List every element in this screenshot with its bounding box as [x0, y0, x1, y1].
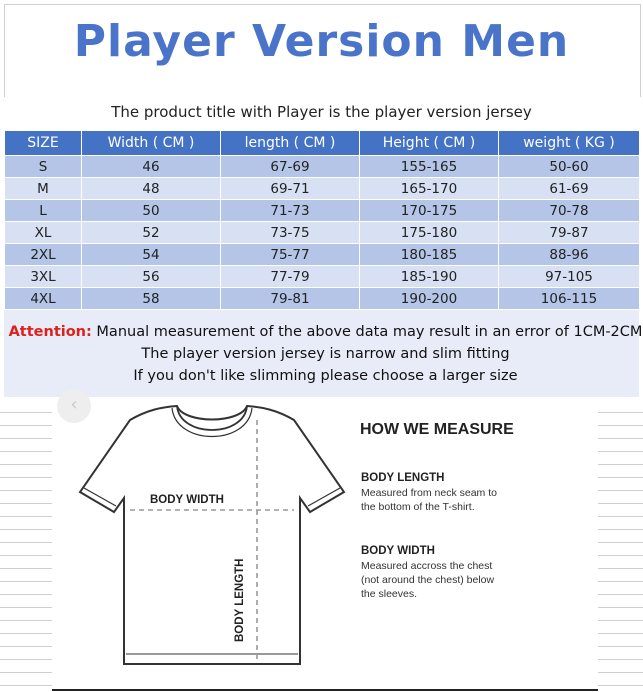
table-row	[5, 244, 640, 266]
length-desc-line: Measured from neck seam to	[361, 487, 497, 499]
cell-length: 73-75	[221, 222, 360, 244]
bottom-divider	[52, 689, 598, 691]
cell-weight: 106-115	[499, 288, 640, 310]
length-desc-line: the bottom of the T-shirt.	[361, 501, 475, 513]
cell-weight: 50-60	[499, 156, 640, 178]
cell-width: 58	[82, 288, 221, 310]
prev-image-button[interactable]	[57, 389, 91, 423]
cell-height: 155-165	[360, 156, 499, 178]
cell-height: 190-200	[360, 288, 499, 310]
attention-notice	[4, 310, 643, 397]
cell-size: L	[5, 200, 82, 222]
length-heading: BODY LENGTH	[361, 472, 445, 484]
cell-length: 67-69	[221, 156, 360, 178]
cell-width: 54	[82, 244, 221, 266]
attention-label: Attention:	[8, 324, 92, 340]
table-row	[5, 200, 640, 222]
cell-length: 69-71	[221, 178, 360, 200]
width-desc-line: Measured accross the chest	[361, 560, 493, 572]
cell-weight: 70-78	[499, 200, 640, 222]
col-header-width: Width ( CM )	[82, 131, 221, 156]
cell-height: 175-180	[360, 222, 499, 244]
cell-weight: 97-105	[499, 266, 640, 288]
col-header-size: SIZE	[5, 131, 82, 156]
table-row	[5, 266, 640, 288]
cell-width: 46	[82, 156, 221, 178]
cell-size: 4XL	[5, 288, 82, 310]
attention-text: Manual measurement of the above data may result in an error of 1CM-2CM	[91, 324, 643, 340]
how-we-measure-title: HOW WE MEASURE	[360, 421, 514, 438]
body-length-label: BODY LENGTH	[234, 558, 246, 642]
cell-height: 180-185	[360, 244, 499, 266]
col-header-weight: weight ( KG )	[499, 131, 640, 156]
cell-width: 52	[82, 222, 221, 244]
table-row	[5, 156, 640, 178]
table-header-row	[5, 131, 640, 156]
cell-height: 165-170	[360, 178, 499, 200]
cell-weight: 61-69	[499, 178, 640, 200]
cell-size: S	[5, 156, 82, 178]
cell-weight: 79-87	[499, 222, 640, 244]
table-row	[5, 178, 640, 200]
cell-length: 79-81	[221, 288, 360, 310]
cell-size: 2XL	[5, 244, 82, 266]
tshirt-diagram	[52, 398, 352, 692]
col-header-height: Height ( CM )	[360, 131, 499, 156]
col-header-length: length ( CM )	[221, 131, 360, 156]
width-heading: BODY WIDTH	[361, 545, 435, 557]
page-title: Player Version Men	[73, 16, 570, 67]
cell-height: 185-190	[360, 266, 499, 288]
width-desc-line: the sleeves.	[361, 588, 418, 600]
table-row	[5, 288, 640, 310]
width-desc-line: (not around the chest) below	[361, 574, 495, 586]
cell-size: M	[5, 178, 82, 200]
size-chart-table	[4, 130, 640, 310]
cell-length: 75-77	[221, 244, 360, 266]
body-width-label: BODY WIDTH	[150, 494, 224, 506]
table-row	[5, 222, 640, 244]
cell-weight: 88-96	[499, 244, 640, 266]
cell-height: 170-175	[360, 200, 499, 222]
cell-width: 50	[82, 200, 221, 222]
cell-size: XL	[5, 222, 82, 244]
chevron-left-icon: ‹	[70, 394, 78, 415]
cell-size: 3XL	[5, 266, 82, 288]
cell-length: 77-79	[221, 266, 360, 288]
product-subtitle: The product title with Player is the player version jersey	[111, 103, 532, 121]
attention-line	[4, 324, 643, 340]
slim-fit-note: The player version jersey is narrow and slim fitting	[141, 346, 510, 362]
cell-length: 71-73	[221, 200, 360, 222]
cell-width: 56	[82, 266, 221, 288]
cell-width: 48	[82, 178, 221, 200]
size-up-note: If you don't like slimming please choose a larger size	[133, 368, 518, 384]
